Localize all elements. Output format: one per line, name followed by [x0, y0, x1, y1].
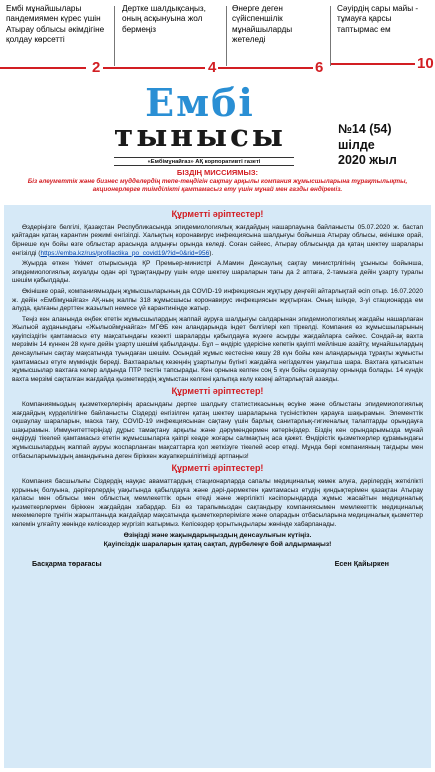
closing-line: Қауіпсіздік шараларын қатаң сақтап, дүрбелеңге бой алдырмаңыз! — [103, 541, 332, 549]
prophylaxis-link[interactable]: https://emba.kz/rus/profilactika_po_covid19/?id=0&rid=956 — [40, 249, 210, 257]
article-paragraph: Өкінішке орай, компаниямыздың жұмысшыларының да COVID-19 инфекциясын жұқтыру деңгейі айтарлықтай өсіп отыр. 16.07.2020 ж. дейін «Ембімұнайгаз» АҚ-ның жалпы 318 жұмысшысы коронавирус инфекциясын жұқтырған. Оның ішінде, 3-уі стационарда ем алуда, қалғаны дерттен жазылып немесе үй карантинінде жатыр. — [12, 287, 423, 313]
article-heading: Құрметті әріптестер! — [171, 386, 264, 397]
teaser-1[interactable] — [6, 4, 106, 76]
masthead — [0, 78, 435, 168]
divider — [226, 6, 227, 66]
closing-line: Өзіңізді және жақындарыңыздың денсаулығын күтіңіз. — [123, 531, 312, 539]
issue-day: шілде — [338, 137, 375, 152]
teasers-bar — [0, 0, 435, 78]
teaser-4-text: Сәуірдің сары майы - тұмауға қарсы таптырмас ем — [337, 4, 419, 34]
article-heading: Құрметті әріптестер! — [171, 463, 264, 474]
teaser-2-page: 4 — [208, 59, 217, 76]
newspaper-logo — [100, 80, 300, 166]
teaser-3-text: Өнерге деген сүйіспеншілік мұнайшыларды жетеледі — [232, 4, 293, 44]
article-paragraph-text: ). — [209, 249, 214, 257]
article-paragraph: Теңіз кен аланында еңбек ететін жұмысшылардың жаппай ауруға шалдығуы салдарынан эпидемиологиялық жағдайы нашарлаған Жылыой ауданындағы «Жылыоймұнайгаз» МГӨБ кен аландарында індет белгілері кеп тіркелді. Компания өз жұмысшыларының қауіпсіздігін қамтамасыз ету мақсатындағы кезекті шараларды қабылдауға жүзеге асырды жағдайларға сәйкес. Сондай-ақ вахта мерзімін 14 күннен 28 күнге дейін ұзарту шешімі қабылданды. Бұл – өндіріс үдерісіне кепетін қауіпті мейлінше азайту, мұнайшылардың денсаулығын сақтау мақсатында туындаған шешім. Осындай жұмыс кестесіне көшу 28 күн бойы кен аландарында тұрақты жұмысты қамтамасыз етуге мүмкіндік береді. Вахтааралық кезеңнің ұзартылуы бүгінгі жағдайға негізделген уақытша шара. Вахтаға қатысатын жұмысшылар вахтаға келер алдында ПТР тестін тапсырады. Кен орнына келген соң 5 күн бойы оқшаулау орнында болады. 14 күндік вахта мерзімі сақталған жағдайда қызметкердің жұмыстан келгені қалыпқа келу кезеңі айтарлықтай азаяды. — [12, 315, 423, 383]
teaser-4[interactable] — [337, 4, 434, 72]
article-paragraph: Жуырда өткен Үкімет отырысында ҚР Премьер-министрі А.Мамин Денсаулық сақтау министрлігінің ұсынысы бойынша, эпидемиологиялық ахуалды одан әрі тұрақтандыру үшін елде шектеу шараларын тағы да 2 аптаға, 2-тамызға дейін ұзарту туралы шешім қабылдады. — [12, 260, 423, 285]
teaser-2-text: Дертке шалдықсаңыз, оның асқынуына жол бермеңіз — [122, 4, 206, 34]
teaser-3[interactable] — [232, 4, 324, 76]
teaser-1-text: Ембі мұнайшылары пандемиямен күрес үшін Атырау облысы әкімдігіне қолдау көрсетті — [6, 4, 105, 44]
teaser-rule — [218, 67, 313, 69]
teaser-rule — [103, 67, 205, 69]
logo-title-bottom: тынысы — [113, 118, 286, 154]
signature-block — [12, 559, 423, 575]
article-paragraph — [12, 224, 423, 258]
teaser-1-page: 2 — [92, 59, 101, 76]
teaser-2[interactable] — [122, 4, 222, 76]
mission-block — [0, 168, 435, 194]
teaser-3-page: 6 — [315, 59, 324, 76]
teaser-rule — [331, 63, 415, 65]
signer-name: Есен Қайыркен — [334, 559, 389, 569]
issue-year: 2020 жыл — [338, 153, 397, 168]
logo-title-top: Ембі — [145, 80, 255, 125]
mission-text: Біз әлеуметтік және бизнес мүдделердің тепе-теңдігін сақтау арқылы компания жұмысшыларына тұрақтылықты, акционерлерге тиімділікті қамтамасыз ету үшін мұнай мен газды өндіреміз. — [27, 178, 408, 193]
article-paragraph: Компаниямыздың қызметкерлерінің арасындағы дертке шалдығу статистикасының өсуіне және облыстағы эпидемиологиялық жағдайдың күрделілігіне байланысты Сіздерді енгізілген қатаң шектеу шараларына түсіністікпен қарауға шақырамын. Элементтік оқшаулау шараларын, маска тағу, COVID-19 инфекциясынан сақтану үшін барлық санитарлық-гигиеналық талаптарды орындауға шақырамын. Иммунитеттеріңізді дұрыс тамақтану арқылы және дәрумендермен көтеріңіздер. Біздің кен орындарымызда мұнай өндіруді тікелей қамтамасыз ететін жұмысшыларға қаіпрі кеаде жоғары салмақтың аса қажет. Өндірістік қызметкерлер құрамындағы жұмысшылардың жаппай ауруы жоспарланған мақсаттарға қол жеткізуге тікелей әсер етеді. Мұнда бері компанияның тағдыры мен отбасыларымыздың амандығына деген біріккен жауапкершілігімізді артпаңыз! — [12, 401, 423, 460]
article-paragraph-text: Өздеріңізге белгілі, Қазақстан Республикасында эпидемиологиялық жағдайдың нашарлауына байланысты 05.07.2020 ж. бастап қайтадан қатаң карантин режимі енгізілді. Халықтың коронавирус инфекциясына шалдығуы бойынша Атырау облысы, өкінішке орай, бірнеше күн бойы өзге облыстар арасында алдыңғы орында келеді. Соған сәйкес, Атырау облысында да қатаң шектеу шаралары енгізілді ( — [12, 223, 423, 257]
issue-info — [338, 122, 397, 169]
article — [4, 205, 431, 768]
issue-number: №14 (54) — [338, 122, 392, 136]
tagline: «Ембімұнайгаз» АҚ корпоративті газеті — [114, 157, 294, 166]
article-paragraph: Компания басшылығы Сіздердің науқас аваматтардың стационарларда сапалы медициналық көмек алуға, дәрілердің жеткілікті қорының болуына, дәрігерлердің уақытында қабылдауға және дәрі-дәрмектен қамтамасыз етудің қиндықтерімен қазақтан Атырау қаласы мен облысы мен облыстық мемлекеттік орын етеді және жергілікті кәсіпорындарда жұмыс жасайтын медициналық қызметкерлермен біріккен жағдайдан хабардар. Біз өз тарапымыздан сақтандыру компаниясымен мемлекеттік медициналық мекемелерге тұнігін жарылтаныда жағдайдар мақсатында қызметкерлерімізге және оларадын отбасыларына медициналық қызметтер көлемін ұлғайту жөнінде келісөздер жүргізіп жатырмыз. Келісөздер қорытындылары жөнінде хабарланады. — [12, 478, 423, 528]
signer-position: Басқарма төрағасы — [32, 559, 102, 569]
mission-title: БІЗДІҢ МИССИЯМЫЗ: — [176, 168, 259, 177]
article-heading: Құрметті әріптестер! — [171, 209, 264, 219]
teaser-4-page: 10 — [417, 55, 434, 72]
teaser-rule — [0, 67, 86, 69]
divider — [330, 6, 331, 66]
divider — [114, 6, 115, 66]
